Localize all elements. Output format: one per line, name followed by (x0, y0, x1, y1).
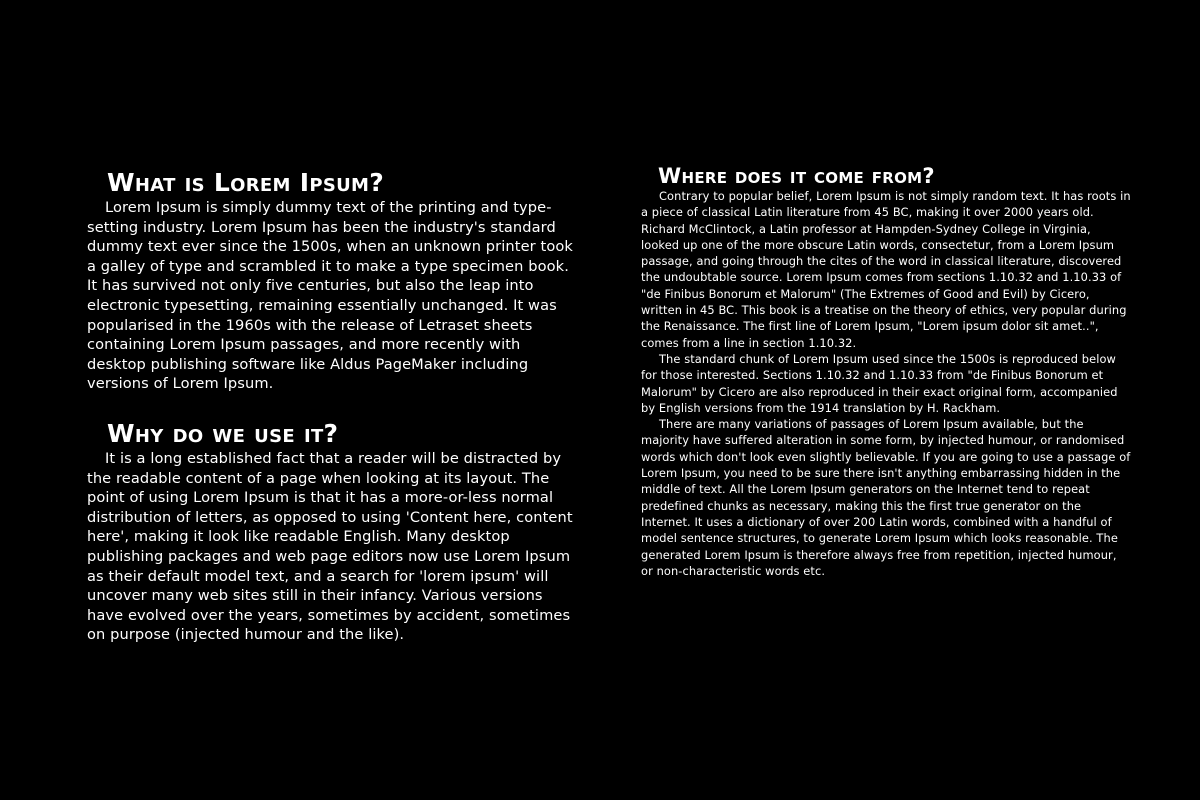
section-heading-where-does-it-come-from: Where does it come from? (658, 164, 935, 188)
section-body-why-do-we-use-it: It is a long established fact that a reader will be distracted by the readable content of a page when looking at its layout. The point of using Lorem Ipsum is that it has a more-or-less normal distribution of letters, as opposed to using 'Content here, content here', making it look like readable English. Many desktop publishing packages and web page editors now use Lorem Ipsum as their default model text, and a search for 'lorem ipsum' will uncover many web sites still in their infancy. Various versions have evolved over the years, sometimes by accident, sometimes on purpose (injected humour and the like). (87, 449, 573, 644)
section-spacer (87, 394, 579, 419)
right-column (641, 164, 1131, 579)
paragraph-1: Contrary to popular belief, Lorem Ipsum is not simply random text. It has roots in a piece of classical Latin literature from 45 BC, making it over 2000 years old. Richard McClintock, a Latin professor at Hampden-Sydney College in Virginia, looked up one of the more obscure Latin words, consectetur, from a Lorem Ipsum passage, and going through the cites of the word in classical literature, discovered the undoubtable source. Lorem Ipsum comes from sections 1.10.32 and 1.10.33 of "de Finibus Bonorum et Malorum" (The Extremes of Good and Evil) by Cicero, written in 45 BC. This book is a treatise on the theory of ethics, very popular during the Renaissance. The first line of Lorem Ipsum, "Lorem ipsum dolor sit amet..", comes from a line in section 1.10.32. (641, 189, 1131, 350)
paragraph-3: There are many variations of passages of Lorem Ipsum available, but the majority have suffered alteration in some form, by injected humour, or randomised words which don't look even slightly believable. If you are going to use a passage of Lorem Ipsum, you need to be sure there isn't anything embarrassing hidden in the middle of text. All the Lorem Ipsum generators on the Internet tend to repeat predefined chunks as necessary, making this the first true generator on the Internet. It uses a dictionary of over 200 Latin words, combined with a handful of model sentence structures, to generate Lorem Ipsum which looks reasonable. The generated Lorem Ipsum is therefore always free from repetition, injected humour, or non-characteristic words etc. (641, 417, 1131, 578)
paragraph-2: The standard chunk of Lorem Ipsum used since the 1500s is reproduced below for those interested. Sections 1.10.32 and 1.10.33 from "de Finibus Bonorum et Malorum" by Cicero are also reproduced in their exact original form, accompanied by English versions from the 1914 translation by H. Rackham. (641, 351, 1118, 415)
section-heading-why-do-we-use-it: Why do we use it? (107, 418, 339, 448)
section-heading-what-is-lorem-ipsum: What is Lorem Ipsum? (107, 168, 385, 197)
left-column (87, 168, 579, 645)
section-body-what-is-lorem-ipsum: Lorem Ipsum is simply dummy text of the printing and type-setting industry. Lorem Ipsum has been the industry's standard dummy text ever since the 1500s, when an unknown printer took a galley of type and scrambled it to make a type specimen book. It has survived not only five centuries, but also the leap into electronic typesetting, remaining essentially unchanged. It was popularised in the 1960s with the release of Letraset sheets containing Lorem Ipsum passages, and more recently with desktop publishing software like Aldus PageMaker including versions of Lorem Ipsum. (87, 199, 573, 393)
